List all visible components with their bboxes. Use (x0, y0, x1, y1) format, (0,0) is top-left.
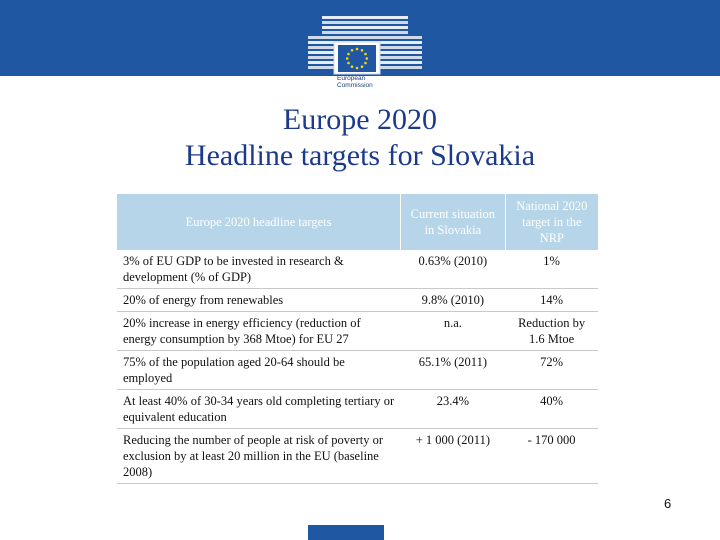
bottom-accent-bar (308, 525, 384, 540)
table-row (117, 390, 598, 429)
cell-target: 3% of EU GDP to be invested in research & development (% of GDP) (123, 254, 344, 284)
table-row (117, 250, 598, 289)
table-row (117, 429, 598, 484)
cell-national: - 170 000 (505, 429, 598, 484)
table-header-row (117, 194, 598, 250)
table-row (117, 351, 598, 390)
cell-current: 23.4% (401, 390, 506, 429)
logo-line-european: European (337, 75, 366, 82)
cell-national: 14% (505, 289, 598, 312)
european-commission-logo (300, 12, 430, 104)
header-current-situation: Current situation in Slovakia (401, 194, 506, 250)
cell-national: Reduction by 1.6 Mtoe (505, 312, 598, 351)
cell-national: 72% (505, 351, 598, 390)
cell-target: At least 40% of 30-34 years old completing tertiary or equivalent education (117, 390, 401, 429)
cell-target: 20% increase in energy efficiency (reduction of energy consumption by 368 Mtoe) for EU 27 (117, 312, 401, 351)
cell-current: + 1 000 (2011) (401, 429, 506, 484)
cell-national: 40% (505, 390, 598, 429)
header-headline-targets: Europe 2020 headline targets (117, 194, 401, 250)
targets-table (117, 194, 598, 484)
cell-current: 0.63% (2010) (418, 254, 488, 268)
cell-target: 20% of energy from renewables (117, 289, 401, 312)
title-line-1: Europe 2020 (282, 103, 438, 136)
logo-wordmark (337, 75, 407, 89)
cell-national: 1% (543, 254, 560, 268)
cell-current: 65.1% (2011) (401, 351, 506, 390)
page-number: 6 (664, 496, 672, 511)
table-row (117, 289, 598, 312)
title-line-2: Headline targets for Slovakia (184, 139, 536, 172)
cell-current: 9.8% (2010) (401, 289, 506, 312)
logo-line-commission: Commission (337, 82, 373, 89)
table-row (117, 312, 598, 351)
cell-target: 75% of the population aged 20-64 should be employed (117, 351, 401, 390)
cell-current: n.a. (401, 312, 506, 351)
page-title (0, 102, 720, 174)
header-national-target: National 2020 target in the NRP (505, 194, 598, 250)
cell-target: Reducing the number of people at risk of poverty or exclusion by at least 20 million in the EU (baseline 2008) (117, 429, 401, 484)
